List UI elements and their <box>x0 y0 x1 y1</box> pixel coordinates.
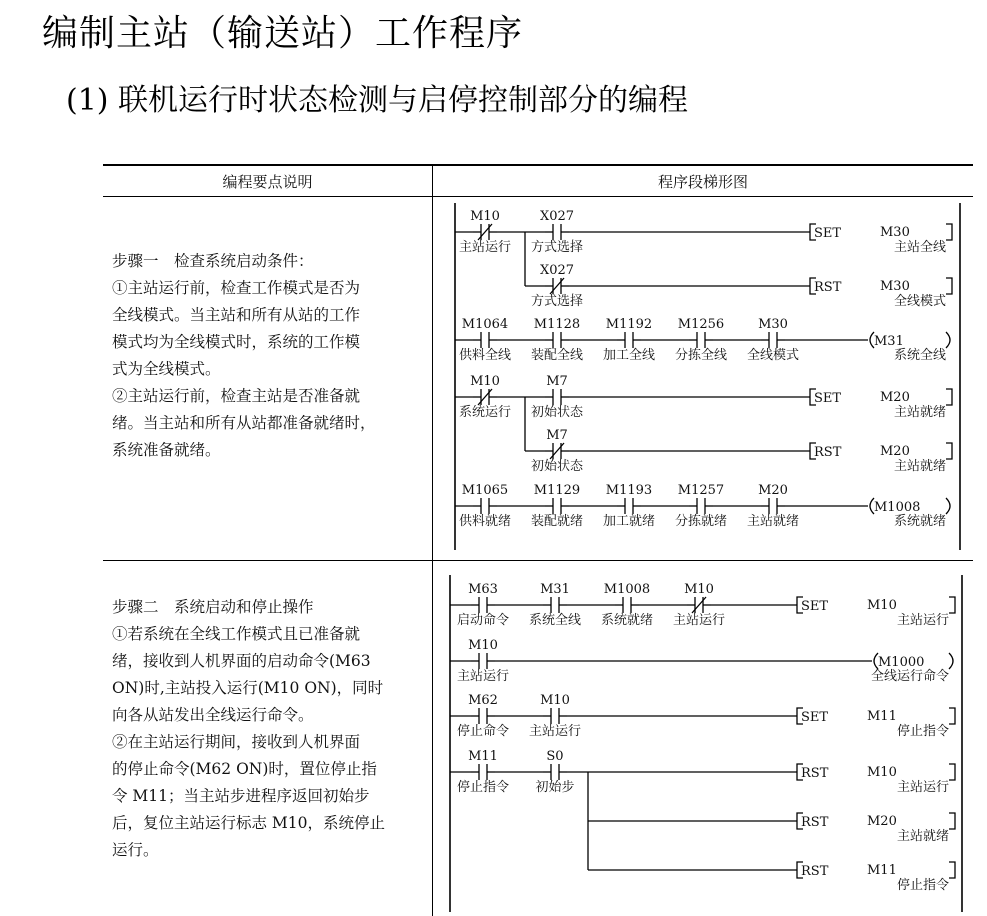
contact-address: M7 <box>546 374 568 389</box>
instruction-bracket-right <box>949 764 955 780</box>
contact-address: M10 <box>470 209 500 224</box>
contact-comment: 系统就绪 <box>600 613 654 628</box>
instruction-bracket-right <box>949 862 955 878</box>
contact-comment: 分拣就绪 <box>674 514 728 529</box>
instruction-comment: 停止指令 <box>896 724 949 739</box>
contact-address: M1128 <box>533 317 581 332</box>
contact-comment: 装配全线 <box>530 348 584 363</box>
contact-comment: 系统运行 <box>458 405 512 420</box>
contact-comment: 停止命令 <box>456 724 510 739</box>
step2-line: 绪，接收到人机界面的启动命令(M63 <box>112 652 371 670</box>
step2-heading: 步骤二 系统启动和停止操作 <box>112 598 314 616</box>
contact-comment: 方式选择 <box>530 294 584 309</box>
instruction-op: RST <box>801 815 829 830</box>
instruction-operand: M10 <box>867 598 897 613</box>
step1-heading: 步骤一 检查系统启动条件： <box>112 252 314 270</box>
instruction-op: SET <box>801 710 829 725</box>
contact-address: M63 <box>468 582 498 597</box>
contact-comment: 初始步 <box>535 780 575 795</box>
step2-line: 向各从站发出全线运行命令。 <box>112 706 314 724</box>
contact-comment: 主站运行 <box>456 669 510 684</box>
instruction-operand: M11 <box>867 863 897 878</box>
step1-line: 系统准备就绪。 <box>112 441 221 459</box>
contact-address: M10 <box>468 638 498 653</box>
contact-comment: 全线模式 <box>746 348 800 363</box>
instruction-op: SET <box>801 599 829 614</box>
step2-line: ON)时,主站投入运行(M10 ON)，同时 <box>112 679 384 697</box>
instruction-operand: M20 <box>880 390 910 405</box>
contact-address: M1192 <box>605 317 653 332</box>
coil-arc-right <box>946 498 950 514</box>
step1-line: 全线模式。当主站和所有从站的工作 <box>112 306 361 324</box>
instruction-op: SET <box>814 226 842 241</box>
contact-address: S0 <box>546 749 564 764</box>
instruction-operand: M20 <box>867 814 897 829</box>
contact-address: M1064 <box>461 317 509 332</box>
instruction-comment: 主站运行 <box>896 780 949 795</box>
instruction-op: RST <box>814 280 842 295</box>
instruction-op: RST <box>814 445 842 460</box>
instruction-bracket-right <box>949 813 955 829</box>
step1-line: 模式均为全线模式时，系统的工作模 <box>112 333 361 351</box>
section-subtitle: (1) 联机运行时状态检测与启停控制部分的编程 <box>66 83 689 118</box>
instruction-bracket-right <box>949 708 955 724</box>
contact-comment: 主站运行 <box>458 240 512 255</box>
instruction-operand: M11 <box>867 709 897 724</box>
coil-comment: 全线运行命令 <box>870 669 949 684</box>
contact-comment: 主站就绪 <box>746 514 800 529</box>
contact-comment: 启动命令 <box>456 613 510 628</box>
instruction-comment: 停止指令 <box>896 878 949 893</box>
instruction-comment: 主站就绪 <box>893 405 946 420</box>
contact-address: M20 <box>758 483 788 498</box>
instruction-bracket-right <box>946 278 952 294</box>
contact-address: M62 <box>468 693 498 708</box>
step2-line: 后，复位主站运行标志 M10，系统停止 <box>112 814 386 832</box>
contact-address: M1193 <box>605 483 653 498</box>
contact-address: M7 <box>546 428 568 443</box>
contact-comment: 主站运行 <box>528 724 582 739</box>
page-title: 编制主站（输送站）工作程序 <box>42 13 524 54</box>
contact-comment: 初始状态 <box>530 459 584 474</box>
contact-comment: 供料就绪 <box>458 514 512 529</box>
contact-comment: 初始状态 <box>530 405 584 420</box>
step2-line: 的停止命令(M62 ON)时，置位停止指 <box>112 760 377 778</box>
contact-comment: 系统全线 <box>528 613 582 628</box>
step1-line: 绪。当主站和所有从站都准备就绪时， <box>112 414 376 432</box>
instruction-comment: 主站全线 <box>893 240 946 255</box>
contact-address: X027 <box>539 209 575 224</box>
contact-address: M10 <box>540 693 570 708</box>
column-header-ladder: 程序段梯形图 <box>657 173 748 191</box>
coil-address: M1000 <box>878 655 925 670</box>
contact-address: M10 <box>684 582 714 597</box>
instruction-bracket-right <box>946 443 952 459</box>
instruction-op: RST <box>801 864 829 879</box>
step1-line: ②主站运行前，检查主站是否准备就 <box>112 387 361 405</box>
instruction-comment: 主站运行 <box>896 613 949 628</box>
instruction-operand: M20 <box>880 444 910 459</box>
contact-comment: 分拣全线 <box>674 348 728 363</box>
step2-line: ②在主站运行期间，接收到人机界面 <box>112 733 361 751</box>
step2-line: 运行。 <box>112 841 159 859</box>
contact-address: M1129 <box>533 483 581 498</box>
contact-comment: 方式选择 <box>530 240 584 255</box>
coil-arc-right <box>949 653 953 669</box>
instruction-comment: 全线模式 <box>893 294 946 309</box>
instruction-bracket-right <box>946 224 952 240</box>
contact-address: M1065 <box>461 483 509 498</box>
coil-comment: 系统就绪 <box>893 514 946 529</box>
coil-comment: 系统全线 <box>893 348 946 363</box>
contact-comment: 装配就绪 <box>530 514 584 529</box>
contact-address: X027 <box>539 263 575 278</box>
step1-line: 式为全线模式。 <box>112 360 221 378</box>
contact-address: M30 <box>758 317 788 332</box>
step2-line: 令 M11；当主站步进程序返回初始步 <box>112 787 370 805</box>
contact-comment: 加工就绪 <box>602 514 656 529</box>
step2-line: ①若系统在全线工作模式且已准备就 <box>112 625 361 643</box>
contact-comment: 停止指令 <box>456 780 510 795</box>
instruction-operand: M30 <box>880 225 910 240</box>
column-header-notes: 编程要点说明 <box>222 173 313 191</box>
instruction-comment: 主站就绪 <box>893 459 946 474</box>
contact-comment: 加工全线 <box>602 348 656 363</box>
contact-comment: 供料全线 <box>458 348 512 363</box>
coil-address: M1008 <box>874 500 921 515</box>
contact-address: M1257 <box>677 483 725 498</box>
instruction-op: RST <box>801 766 829 781</box>
instruction-operand: M10 <box>867 765 897 780</box>
contact-address: M1256 <box>677 317 725 332</box>
coil-arc-right <box>946 332 950 348</box>
instruction-op: SET <box>814 391 842 406</box>
contact-address: M31 <box>540 582 570 597</box>
contact-comment: 主站运行 <box>672 613 726 628</box>
coil-address: M31 <box>874 334 904 349</box>
step1-line: ①主站运行前，检查工作模式是否为 <box>112 279 361 297</box>
contact-address: M10 <box>470 374 500 389</box>
contact-address: M11 <box>468 749 498 764</box>
instruction-comment: 主站就绪 <box>896 829 949 844</box>
instruction-bracket-right <box>949 597 955 613</box>
contact-address: M1008 <box>603 582 651 597</box>
instruction-bracket-right <box>946 389 952 405</box>
instruction-operand: M30 <box>880 279 910 294</box>
